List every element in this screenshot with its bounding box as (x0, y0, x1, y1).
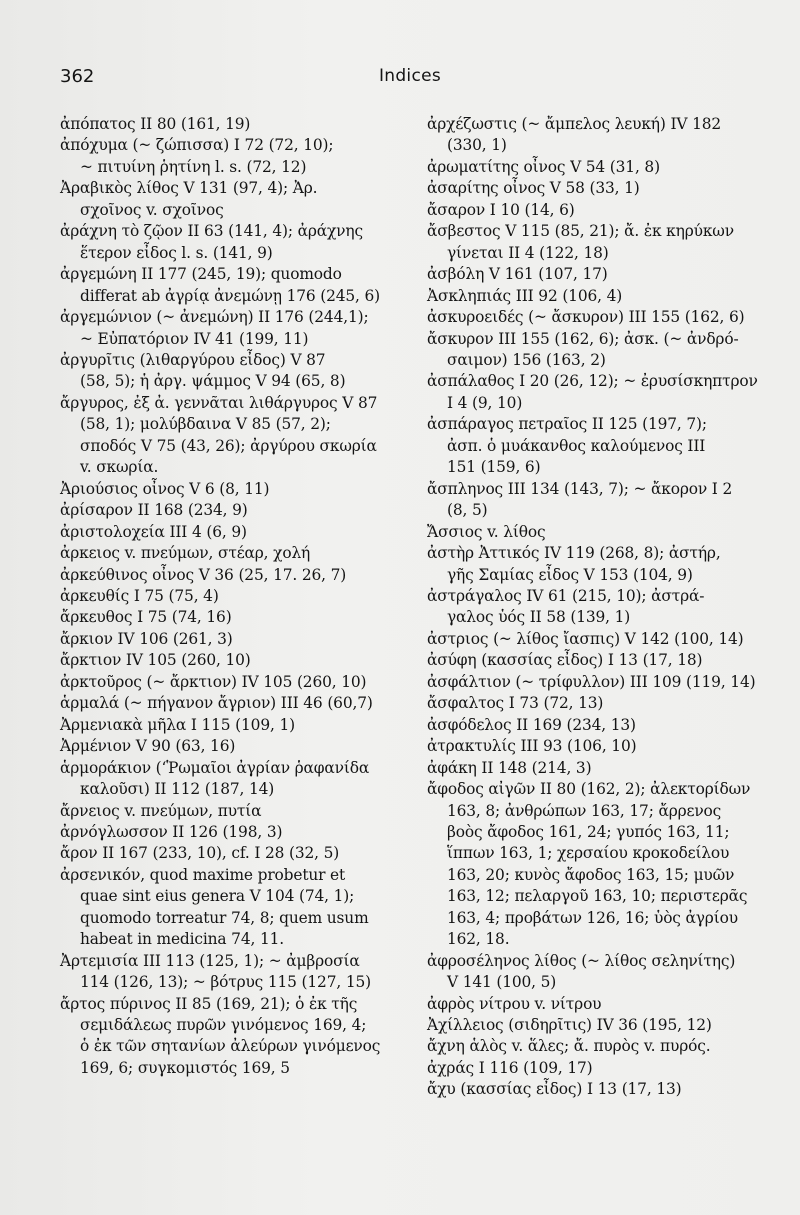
index-entry-headline: ἀσαρίτης οἶνος V 58 (33, 1) (427, 179, 640, 198)
index-column-left (60, 114, 394, 1079)
index-entry (427, 221, 761, 264)
index-entry-headline: ἀργεμώνη II 177 (245, 19); quomodo (60, 265, 342, 284)
index-entry (60, 522, 394, 543)
index-entry (427, 114, 761, 157)
index-entry-headline: ἀπόχυμα (~ ζώπισσα) I 72 (72, 10); (60, 136, 334, 155)
index-entry-continuation: (8, 5) (447, 501, 488, 520)
index-entry (60, 500, 394, 521)
index-entry (60, 607, 394, 628)
index-entry (427, 522, 761, 543)
index-entry-headline: ἄρνειος v. πνεύμων, πυτία (60, 801, 262, 820)
index-entry (427, 779, 761, 951)
index-entry (427, 1058, 761, 1079)
index-entry-continuation: ἀσπ. ὁ μυάκανθος καλούμενος III (447, 436, 706, 455)
index-entry (427, 758, 761, 779)
index-entry-headline: ἄσκυρον III 155 (162, 6); ἀσκ. (~ ἀνδρό- (427, 329, 739, 348)
index-entry-continuation: quae sint eius genera V 104 (74, 1); (80, 887, 355, 906)
index-entry-headline: ἀχράς I 116 (109, 17) (427, 1058, 593, 1077)
index-entry-continuation: habeat in medicina 74, 11. (80, 930, 284, 949)
index-entry (427, 586, 761, 629)
index-entry (60, 307, 394, 350)
index-entry-headline: Ἀχίλλειος (σιδηρῖτις) IV 36 (195, 12) (427, 1016, 712, 1035)
index-entry-headline: ἀρκευθίς I 75 (75, 4) (60, 586, 219, 605)
running-title: Indices (378, 66, 442, 86)
index-entry-headline: ἀτρακτυλίς III 93 (106, 10) (427, 737, 637, 756)
index-entry-continuation: σεμιδάλεως πυρῶν γινόμενος 169, 4; (80, 1016, 367, 1035)
index-entry (60, 801, 394, 822)
index-entry (60, 479, 394, 500)
index-entry-headline: ἄσβεστος V 115 (85, 21); ἄ. ἐκ κηρύκων (427, 222, 734, 241)
index-entry-continuation: γίνεται II 4 (122, 18) (447, 243, 609, 262)
index-entry (60, 264, 394, 307)
index-entry-continuation: σαιμον) 156 (163, 2) (447, 350, 606, 369)
index-entry-continuation: ~ Εὐπατόριον IV 41 (199, 11) (80, 329, 309, 348)
index-entry-continuation: (330, 1) (447, 136, 507, 155)
index-entry (60, 135, 394, 178)
index-entry-continuation: σχοῖνος v. σχοῖνος (80, 200, 224, 219)
index-entry-continuation: quomodo torreatur 74, 8; quem usum (80, 908, 369, 927)
index-entry (60, 629, 394, 650)
index-entry (427, 994, 761, 1015)
index-entry-headline: ἀράχνη τὸ ζῷον II 63 (141, 4); ἀράχνης (60, 222, 363, 241)
index-entry-headline: ἄφοδος αἰγῶν II 80 (162, 2); ἀλεκτορίδων (427, 780, 751, 799)
index-entry-headline: ἀρχέζωστις (~ ἄμπελος λευκή) IV 182 (427, 115, 722, 133)
index-entry (60, 736, 394, 757)
index-entry (427, 650, 761, 671)
index-entry-headline: ἀρίσαρον II 168 (234, 9) (60, 501, 248, 520)
index-entry (60, 715, 394, 736)
index-entry-headline: Ἀρμένιον V 90 (63, 16) (60, 737, 236, 756)
index-entry-continuation: 114 (126, 13); ~ βότρυς 115 (127, 15) (80, 973, 371, 992)
index-entry-continuation: ἵππων 163, 1; χερσαίου κροκοδείλου (447, 844, 730, 863)
index-entry-headline: ἀριστολοχεία III 4 (6, 9) (60, 522, 247, 541)
index-entry-continuation: 169, 6; συγκομιστός 169, 5 (80, 1058, 290, 1077)
index-entry (60, 114, 394, 135)
index-entry-headline: ἀρκεύθινος οἶνος V 36 (25, 17. 26, 7) (60, 565, 347, 584)
index-entry-headline: Ἀρμενιακὰ μῆλα I 115 (109, 1) (60, 715, 295, 734)
index-entry-continuation: (58, 5); ἡ ἀργ. ψάμμος V 94 (65, 8) (80, 372, 346, 391)
index-entry (427, 329, 761, 372)
index-entry (427, 736, 761, 757)
index-entry (427, 307, 761, 328)
index-entry (60, 951, 394, 994)
index-entry (427, 672, 761, 693)
index-entry-continuation: I 4 (9, 10) (447, 393, 523, 412)
index-entry (427, 414, 761, 478)
page-number: 362 (60, 66, 95, 87)
index-entry (60, 221, 394, 264)
index-entry (60, 565, 394, 586)
index-entry (60, 178, 394, 221)
index-entry-continuation: 151 (159, 6) (447, 458, 541, 477)
index-entry-headline: Ἀσκληπιάς III 92 (106, 4) (427, 286, 623, 305)
index-entry-headline: ἄσπληνος III 134 (143, 7); ~ ἄκορον I 2 (427, 479, 733, 498)
index-entry (427, 157, 761, 178)
index-entry-continuation: V 141 (100, 5) (447, 973, 557, 992)
index-entry-continuation: v. σκωρία. (80, 458, 159, 477)
index-entry-headline: ἀσκυροειδές (~ ἄσκυρον) III 155 (162, 6) (427, 308, 745, 327)
index-entry (427, 371, 761, 414)
index-entry-headline: ἀστὴρ Ἀττικός IV 119 (268, 8); ἀστήρ, (427, 544, 721, 563)
index-entry-continuation: ἕτερον εἶδος l. s. (141, 9) (80, 243, 273, 262)
index-entry (60, 758, 394, 801)
index-entry (427, 629, 761, 650)
index-entry-continuation: 163, 8; ἀνθρώπων 163, 17; ἄρρενος (447, 801, 722, 820)
index-entry-headline: ἀσβόλη V 161 (107, 17) (427, 265, 608, 284)
index-entry (427, 1036, 761, 1057)
index-entry-continuation: differat ab ἀγρίᾳ ἀνεμώνῃ 176 (245, 6) (80, 286, 381, 305)
index-entry (427, 1079, 761, 1100)
index-entry (427, 543, 761, 586)
index-entry (60, 994, 394, 1080)
index-entry-headline: Ἄσσιος v. λίθος (427, 522, 546, 541)
index-entry (427, 286, 761, 307)
index-entry (427, 951, 761, 994)
index-entry-continuation: 162, 18. (447, 930, 510, 949)
index-entry-headline: ἀργεμώνιον (~ ἀνεμώνη) II 176 (244,1); (60, 308, 369, 327)
index-entry-continuation: 163, 4; προβάτων 126, 16; ὑὸς ἀγρίου (447, 908, 738, 927)
index-entry-continuation: σποδός V 75 (43, 26); ἀργύρου σκωρία (80, 436, 377, 455)
index-entry-headline: ἄρον II 167 (233, 10), cf. I 28 (32, 5) (60, 844, 340, 863)
index-entry-headline: ἀρνόγλωσσον II 126 (198, 3) (60, 822, 283, 841)
index-entry-headline: ἀσπάλαθος I 20 (26, 12); ~ ἐρυσίσκηπτρον (427, 372, 758, 391)
index-entry-headline: ἄργυρος, ἐξ ἀ. γεννᾶται λιθάργυρος V 87 (60, 393, 378, 412)
index-entry (427, 264, 761, 285)
page-header (60, 66, 760, 92)
index-entry (60, 672, 394, 693)
index-entry-headline: ἁρμαλά (~ πήγανον ἄγριον) III 46 (60,7) (60, 694, 373, 713)
index-entry-headline: ἀστριος (~ λίθος ἴασπις) V 142 (100, 14) (427, 629, 744, 648)
index-entry-continuation: ὁ ἐκ τῶν σητανίων ἀλεύρων γινόμενος (80, 1037, 381, 1056)
index-entry-continuation: γῆς Σαμίας εἶδος V 153 (104, 9) (447, 565, 693, 584)
index-entry (60, 350, 394, 393)
index-entry-headline: ἀσφόδελος II 169 (234, 13) (427, 715, 636, 734)
index-entry-headline: ἀρσενικόν, quod maxime probetur et (60, 865, 346, 884)
index-entry-headline: ἄρτος πύρινος II 85 (169, 21); ὁ ἐκ τῆς (60, 994, 358, 1013)
index-entry-headline: ἀργυρῖτις (λιθαργύρου εἶδος) V 87 (60, 350, 326, 369)
index-entry (60, 693, 394, 714)
index-entry-headline: ἀφρὸς νίτρου v. νίτρου (427, 994, 602, 1013)
index-entry-continuation: γαλος ὑός II 58 (139, 1) (447, 608, 631, 627)
index-entry-continuation: καλοῦσι) II 112 (187, 14) (80, 780, 275, 799)
index-entry (427, 715, 761, 736)
index-entry-headline: ἀσφάλτιον (~ τρίφυλλον) III 109 (119, 14) (427, 672, 756, 691)
index-entry (60, 393, 394, 479)
index-entry-headline: ἄρκιον IV 106 (261, 3) (60, 629, 233, 648)
index-entry-headline: ἄσαρον I 10 (14, 6) (427, 200, 575, 219)
index-entry-headline: ἀρκτοῦρος (~ ἄρκτιον) IV 105 (260, 10) (60, 672, 367, 691)
index-entry (60, 843, 394, 864)
index-entry (60, 822, 394, 843)
index-entry-continuation: βοὸς ἄφοδος 161, 24; γυπός 163, 11; (447, 822, 730, 841)
index-entry-headline: ἄχυ (κασσίας εἶδος) I 13 (17, 13) (427, 1080, 682, 1099)
index-entry-headline: Ἀρτεμισία III 113 (125, 1); ~ ἀμβροσία (60, 951, 360, 970)
index-entry-headline: ἀστράγαλος IV 61 (215, 10); ἀστρά- (427, 586, 705, 605)
index-entry-headline: ἀρωματίτης οἶνος V 54 (31, 8) (427, 157, 660, 176)
index-entry (427, 1015, 761, 1036)
index-entry-headline: ἀπόπατος II 80 (161, 19) (60, 115, 251, 133)
index-entry (427, 479, 761, 522)
index-entry-headline: ἀσπάραγος πετραῖος II 125 (197, 7); (427, 415, 707, 434)
index-entry-headline: Ἀριούσιος οἶνος V 6 (8, 11) (60, 479, 270, 498)
index-entry-headline: ἀσύφη (κασσίας εἶδος) I 13 (17, 18) (427, 651, 703, 670)
index-column-right (427, 114, 761, 1101)
index-entry-headline: ἁρμοράκιον (‘Ῥωμαῖοι ἀγρίαν ῥαφανίδα (60, 758, 370, 777)
index-entry (60, 586, 394, 607)
index-entry-headline: ἄσφαλτος I 73 (72, 13) (427, 694, 604, 713)
index-entry (427, 178, 761, 199)
index-entry (60, 543, 394, 564)
index-entry-headline: ἀφάκη II 148 (214, 3) (427, 758, 592, 777)
index-entry-headline: ἄρκευθος I 75 (74, 16) (60, 608, 232, 627)
index-entry-headline: Ἀραβικὸς λίθος V 131 (97, 4); Ἀρ. (60, 179, 318, 198)
index-entry-headline: ἄρκτιον IV 105 (260, 10) (60, 651, 251, 670)
index-entry (427, 693, 761, 714)
index-entry-headline: ἄχνη ἁλὸς v. ἅλες; ἄ. πυρὸς v. πυρός. (427, 1037, 711, 1056)
index-entry-continuation: ~ πιτυίνη ῥητίνη l. s. (72, 12) (80, 157, 307, 176)
index-entry-continuation: 163, 20; κυνὸς ἄφοδος 163, 15; μυῶν (447, 865, 735, 884)
index-entry (60, 650, 394, 671)
index-entry (60, 865, 394, 951)
index-entry-headline: ἀρκειος v. πνεύμων, στέαρ, χολή (60, 544, 311, 563)
index-entry-continuation: (58, 1); μολύβδαινα V 85 (57, 2); (80, 415, 331, 434)
index-entry-headline: ἀφροσέληνος λίθος (~ λίθος σεληνίτης) (427, 951, 736, 970)
index-entry-continuation: 163, 12; πελαργοῦ 163, 10; περιστερᾶς (447, 887, 748, 906)
index-entry (427, 200, 761, 221)
